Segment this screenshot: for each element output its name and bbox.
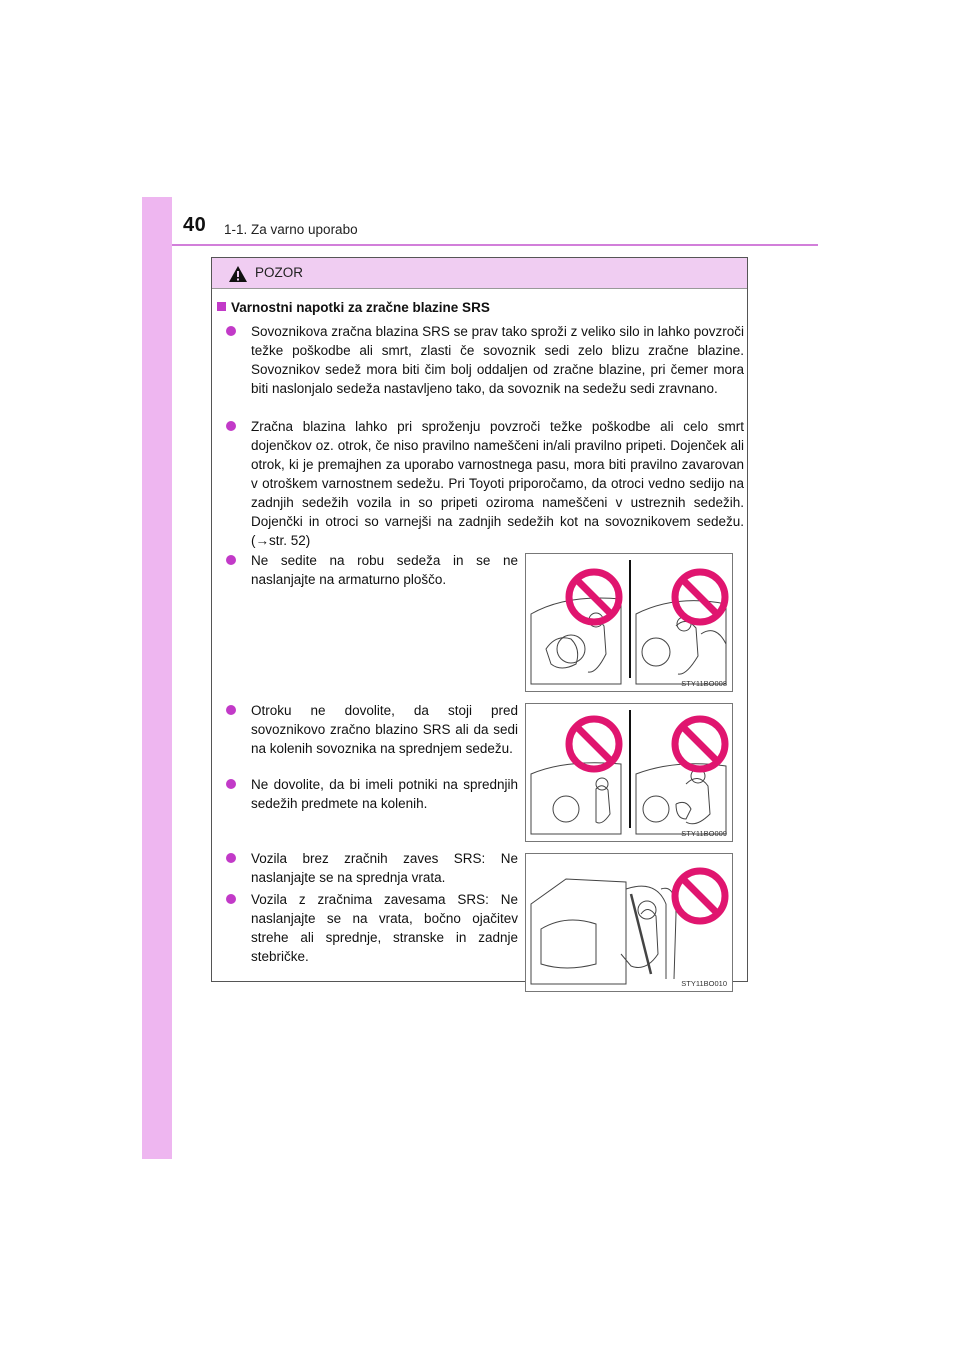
header-rule (172, 244, 818, 246)
warning-icon (228, 265, 248, 283)
bullet-text: Ne sedite na robu sedeža in se ne naslanjajte na armaturno ploščo. (251, 553, 518, 587)
warning-header (212, 258, 747, 289)
illustration-drawing (526, 554, 732, 691)
square-bullet-icon (217, 302, 226, 311)
bullet-item (226, 417, 744, 550)
bullet-text: Sovoznikova zračna blazina SRS se prav tako sproži z veliko silo in lahko povzroči težke poškodbe ali smrt, zlasti če sovoznik sedi zelo blizu zračne blazine. Sovoznikov sedež mora biti čim bolj oddaljen od zračne blazine, pri čemer mora biti naslonjalo sedeža nastavljeno tako, da sovoznik na sedežu sedi zravnano. (251, 324, 744, 396)
bullet-dot-icon (226, 894, 236, 904)
bullet-text: Vozila brez zračnih zaves SRS: Ne naslanjajte se na sprednja vrata. (251, 851, 518, 885)
illustration-occupant-leaning-door (525, 853, 733, 992)
warning-subheading (217, 300, 490, 315)
warning-title: POZOR (255, 265, 304, 280)
figure-code: STY11BO008 (681, 679, 727, 688)
bullet-item (226, 849, 518, 887)
figure-code: STY11BO010 (681, 979, 727, 988)
figure-code: STY11BO009 (681, 829, 727, 838)
bullet-dot-icon (226, 555, 236, 565)
illustration-drawing (526, 704, 732, 841)
bullet-item (226, 322, 744, 398)
sidebar-band (142, 197, 172, 1159)
bullet-dot-icon (226, 705, 236, 715)
warning-box (211, 257, 748, 988)
bullet-item (226, 701, 518, 758)
bullet-text: Zračna blazina lahko pri sproženju povzroči težke poškodbe ali celo smrt dojenčkov oz. otrok, če niso pravilno nameščeni in/ali pravilno pripeti. Dojenček ali otrok, ki je premajhen za uporabo varnostnega pasu, mora biti pravilno zavarovan v otroškem varnostnem sedežu. Pri Toyoti priporočamo, da otroci vedno sedijo na zadnjih sedežih vozila in so pripeti oziroma nameščeni v ustreznih sedežih. Dojenčki in otroci so varnejši na zadnjih sedežih kot na sovoznikovem sedežu. (→str. 52) (251, 419, 744, 548)
illustration-child-standing-front-seat (525, 703, 733, 842)
page-number: 40 (183, 214, 207, 236)
bullet-text: Ne dovolite, da bi imeli potniki na sprednjih sedežih predmete na kolenih. (251, 777, 518, 811)
bullet-item (226, 890, 518, 966)
bullet-dot-icon (226, 421, 236, 431)
bullet-dot-icon (226, 853, 236, 863)
bullet-dot-icon (226, 326, 236, 336)
bullet-text: Otroku ne dovolite, da stoji pred sovoznikovo zračno blazino SRS ali da sedi na kolenih sovoznika na sprednjem sedežu. (251, 703, 518, 756)
bullet-item (226, 775, 518, 813)
subheading-text: Varnostni napotki za zračne blazine SRS (231, 300, 490, 315)
bullet-dot-icon (226, 779, 236, 789)
bullet-text: Vozila z zračnima zavesama SRS: Ne naslanjajte se na vrata, bočno ojačitev strehe ali sprednje, stranske in zadnje stebričke. (251, 892, 518, 964)
illustration-occupant-leaning-dashboard (525, 553, 733, 692)
section-title: 1-1. Za varno uporabo (224, 222, 358, 237)
illustration-drawing (526, 854, 732, 991)
bullet-item (226, 551, 518, 589)
